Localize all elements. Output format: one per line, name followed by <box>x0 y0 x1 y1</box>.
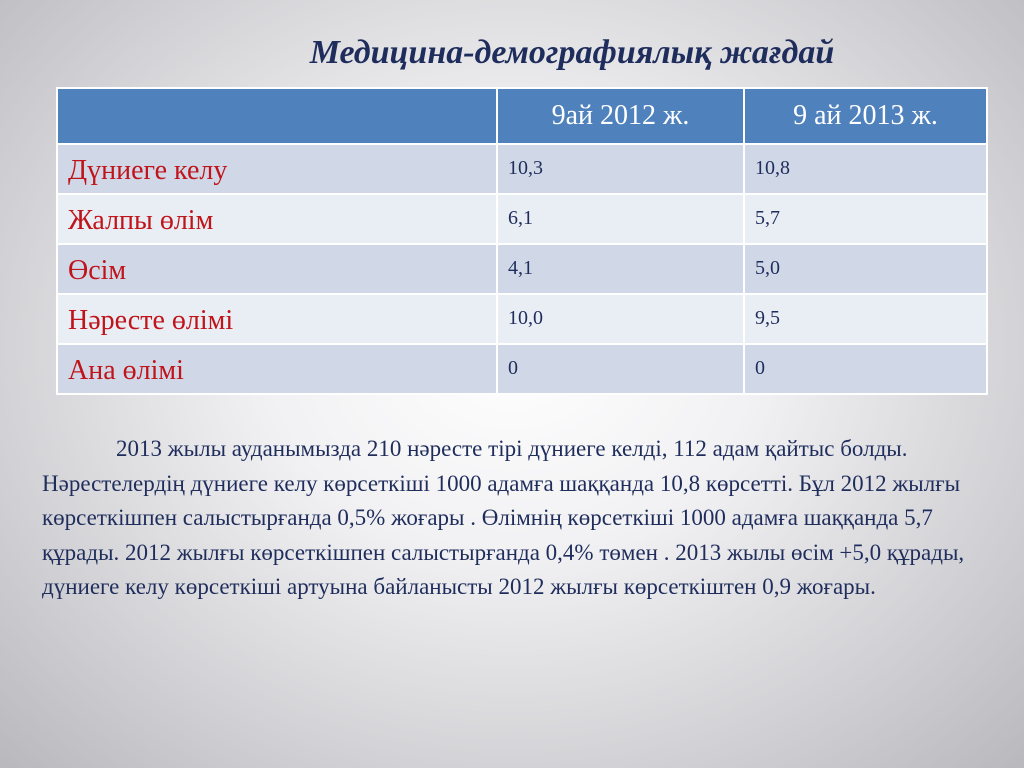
value-2012: 10,0 <box>497 294 744 344</box>
table-row <box>57 144 987 194</box>
value-2012: 6,1 <box>497 194 744 244</box>
table-row <box>57 244 987 294</box>
header-2013: 9 ай 2013 ж. <box>744 88 987 144</box>
demographic-table <box>56 87 988 395</box>
table-header-row <box>57 88 987 144</box>
value-2013: 5,0 <box>744 244 987 294</box>
slide-title: Медицина-демографиялық жағдай <box>309 34 835 71</box>
summary-paragraph: 2013 жылы ауданымызда 210 нәресте тірі дүниеге келді, 112 адам қайтыс болды. Нәрестелердің дүниеге келу көрсеткіші 1000 адамға шаққанда 10,8 көрсетті. Бұл 2012 жылғы көрсеткішпен салыстырғанда 0,5% жоғары . Өлімнің көрсеткіші 1000 адамға шаққанда 5,7 құрады. 2012 жылғы көрсеткішпен салыстырғанда 0,4% төмен . 2013 жылы өсім +5,0 құрады, дүниеге келу көрсеткіші артуына байланысты 2012 жылғы көрсеткіштен 0,9 жоғары. <box>42 436 965 599</box>
table-row <box>57 194 987 244</box>
value-2012: 0 <box>497 344 744 394</box>
value-2013: 0 <box>744 344 987 394</box>
row-label: Ана өлімі <box>57 344 497 394</box>
value-2012: 10,3 <box>497 144 744 194</box>
value-2013: 10,8 <box>744 144 987 194</box>
value-2013: 5,7 <box>744 194 987 244</box>
table-row <box>57 344 987 394</box>
value-2012: 4,1 <box>497 244 744 294</box>
table-row <box>57 294 987 344</box>
value-2013: 9,5 <box>744 294 987 344</box>
header-empty-cell <box>57 88 497 144</box>
row-label: Дүниеге келу <box>57 144 497 194</box>
header-2012: 9ай 2012 ж. <box>497 88 744 144</box>
row-label: Өсім <box>57 244 497 294</box>
row-label: Нәресте өлімі <box>57 294 497 344</box>
row-label: Жалпы өлім <box>57 194 497 244</box>
